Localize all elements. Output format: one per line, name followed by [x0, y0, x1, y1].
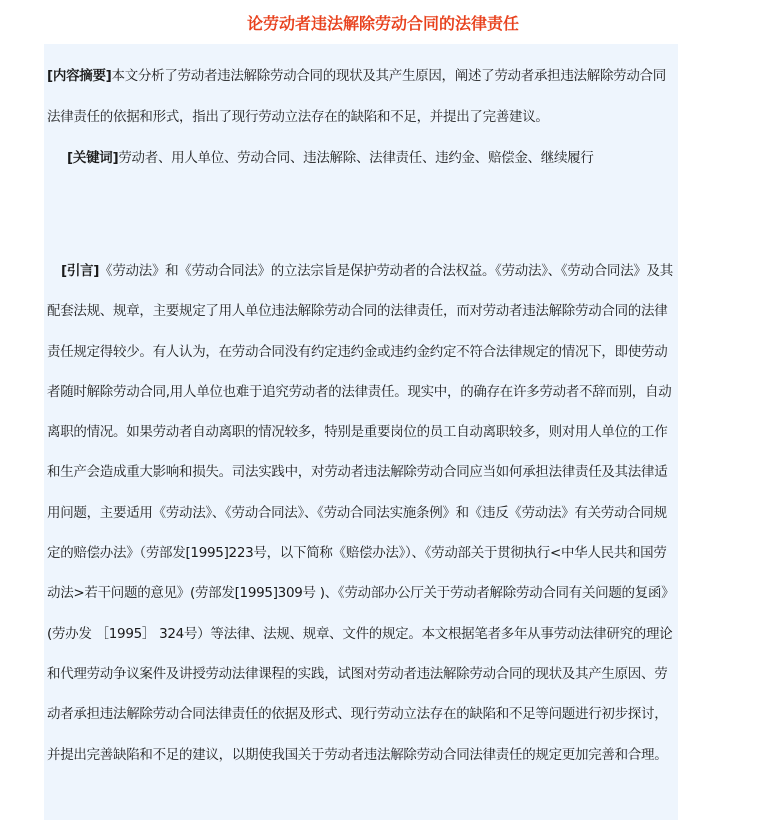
abstract-text: 本文分析了劳动者违法解除劳动合同的现状及其产生原因，阐述了劳动者承担违法解除劳动合同法律责任的依据和形式，指出了现行劳动立法存在的缺陷和不足，并提出了完善建议。 — [47, 68, 666, 125]
page-title: 论劳动者违法解除劳动合同的法律责任 — [246, 13, 519, 33]
section-spacer — [47, 179, 676, 251]
keywords-label: [关键词] — [67, 150, 119, 166]
intro-paragraph — [47, 251, 676, 775]
abstract-paragraph — [47, 56, 676, 138]
intro-text: 《劳动法》和《劳动合同法》的立法宗旨是保护劳动者的合法权益。《劳动法》、《劳动合同法》及其配套法规、规章，主要规定了用人单位违法解除劳动合同的法律责任，而对劳动者违法解除劳动合同的法律责任规定得较少。有人认为，在劳动合同没有约定违约金或违约金约定不符合法律规定的情况下，即使劳动者随时解除劳动合同,用人单位也难于追究劳动者的法律责任。现实中，的确存在许多劳动者不辞而别，自动离职的情况。如果劳动者自动离职的情况较多，特别是重要岗位的员工自动离职较多，则对用人单位的工作和生产会造成重大影响和损失。司法实践中，对劳动者违法解除劳动合同应当如何承担法律责任及其法律适用问题，主要适用《劳动法》、《劳动合同法》、《劳动合同法实施条例》和《违反《劳动法》有关劳动合同规定的赔偿办法》（劳部发[1995]223号，以下简称《赔偿办法》）、《劳动部关于贯彻执行<中华人民共和国劳动法>若干问题的意见》(劳部发[1995]309号 )、《劳动部办公厅关于劳动者解除劳动合同有关问题的复函》(劳办发 ［1995］ 324号）等法律、法规、规章、文件的规定。本文根据笔者多年从事劳动法律研究的理论和代理劳动争议案件及讲授劳动法律课程的实践，试图对劳动者违法解除劳动合同的现状及其产生原因、劳动者承担违法解除劳动合同法律责任的依据及形式、现行劳动立法存在的缺陷和不足等问题进行初步探讨，并提出完善缺陷和不足的建议，以期使我国关于劳动者违法解除劳动合同法律责任的规定更加完善和合理。 — [47, 263, 675, 763]
abstract-label: [内容摘要] — [47, 68, 112, 84]
article-body — [44, 44, 678, 820]
keywords-paragraph — [47, 138, 676, 179]
intro-label: [引言] — [61, 263, 100, 279]
keywords-text: 劳动者、用人单位、劳动合同、违法解除、法律责任、违约金、赔偿金、继续履行 — [118, 150, 594, 166]
